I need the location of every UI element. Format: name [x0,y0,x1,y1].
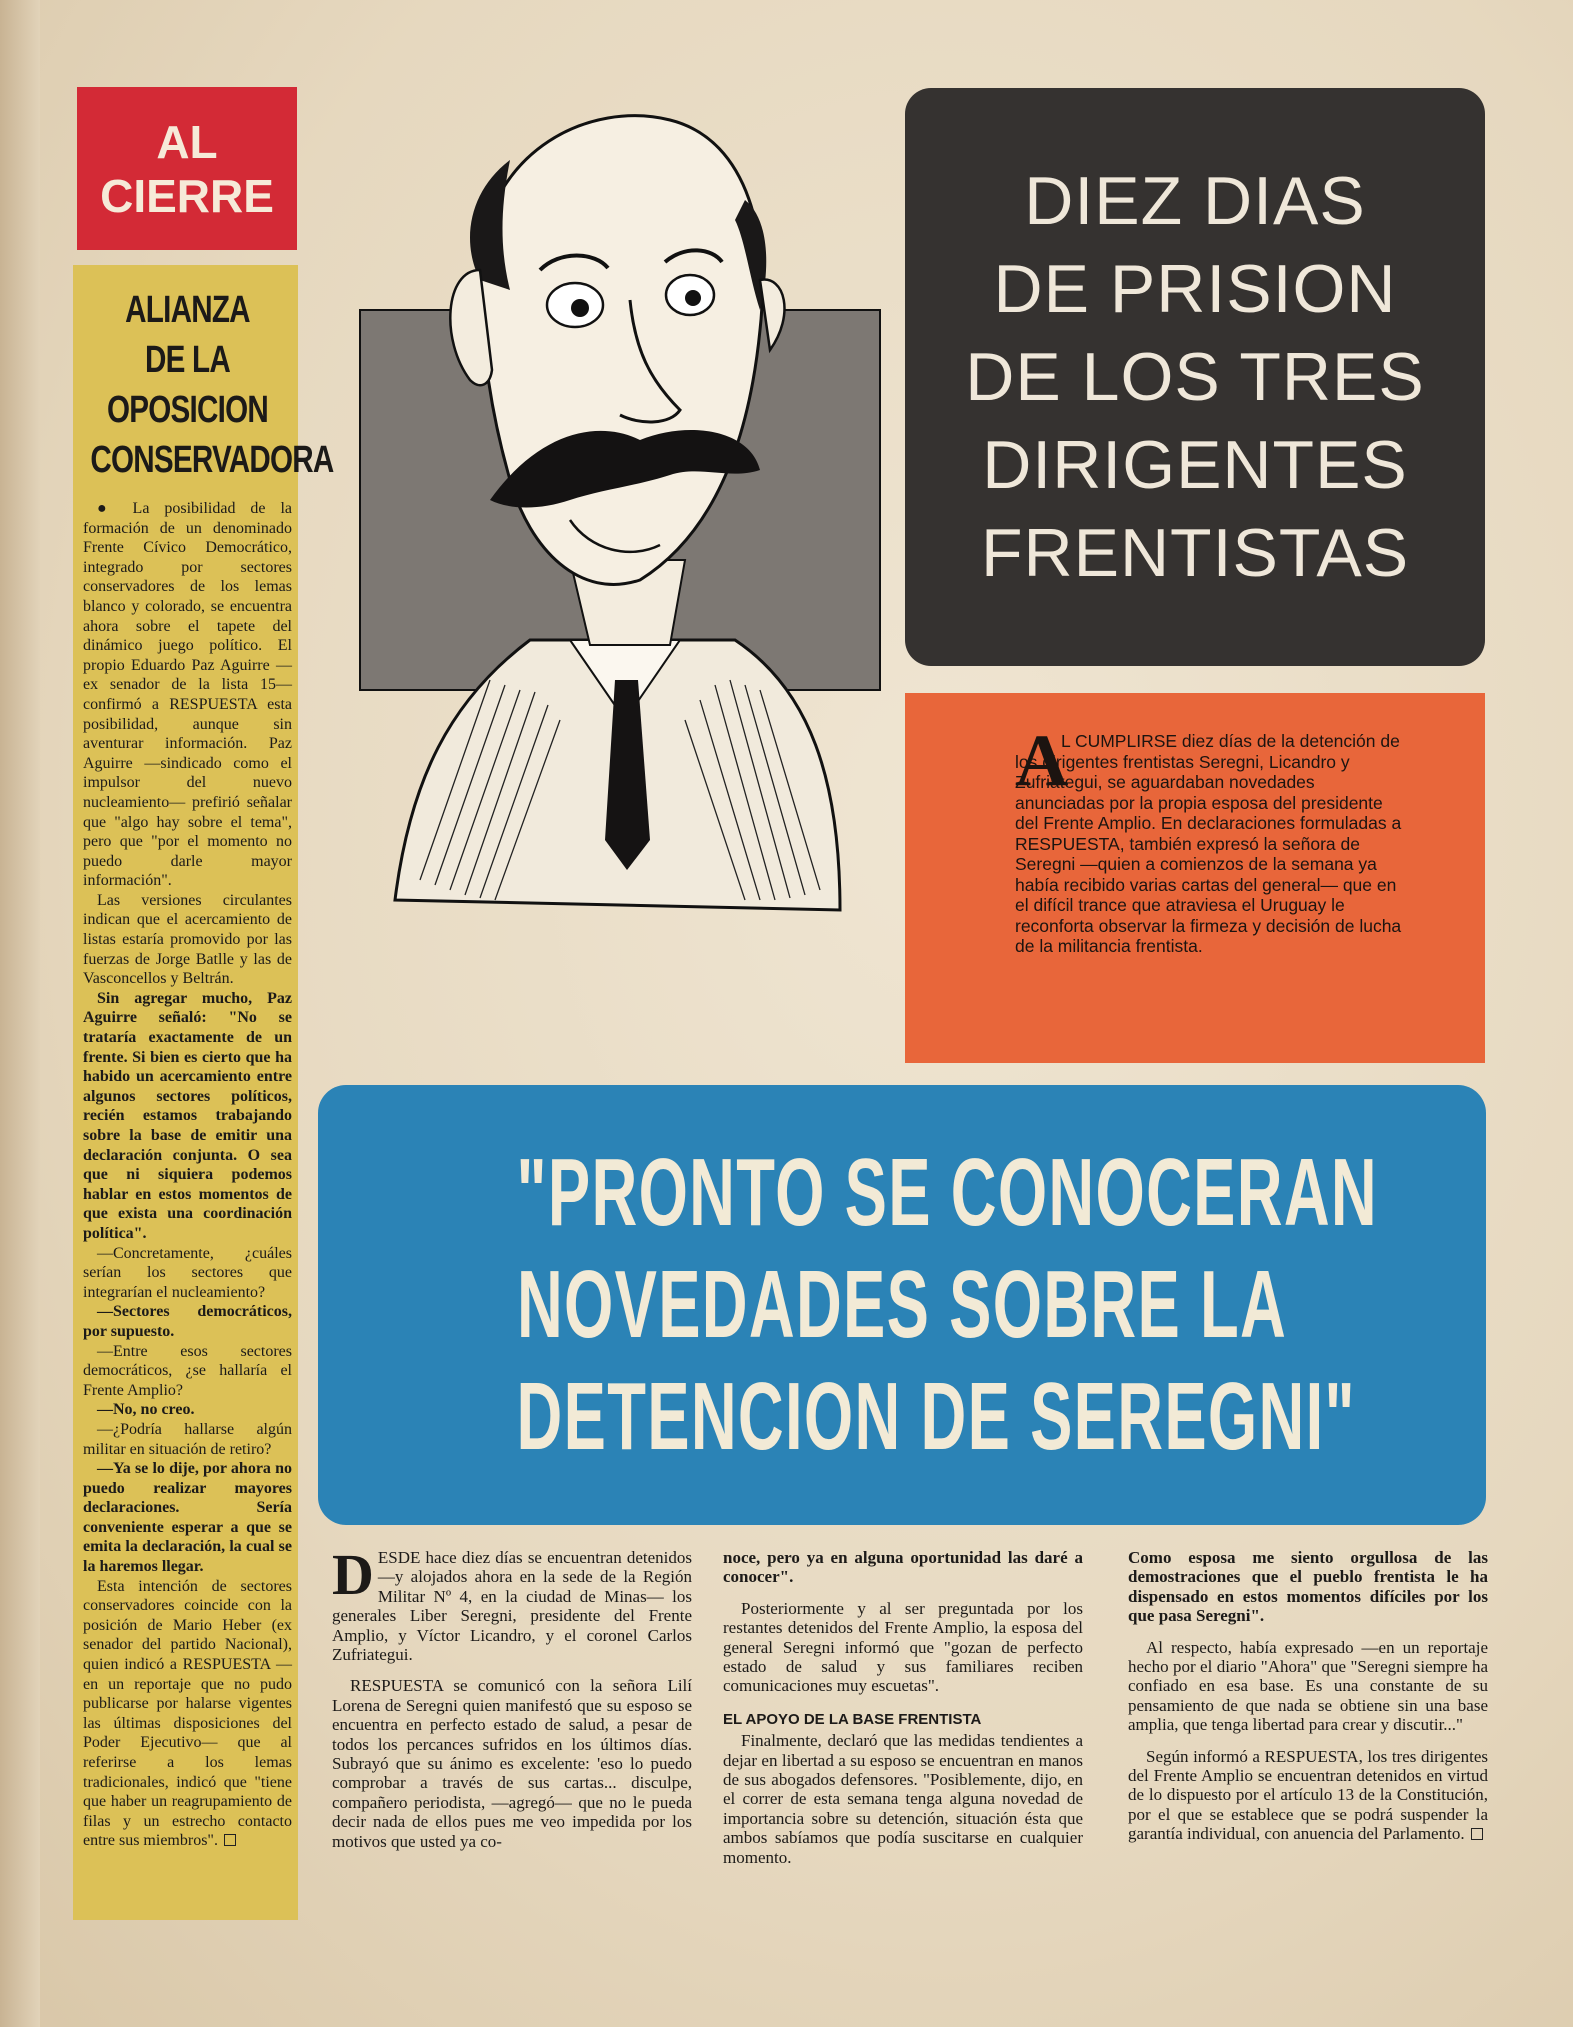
sidebar-paragraph: ● La posibilidad de la formación de un denominado Frente Cívico Democrático, integrado por sectores conservadores de los lemas blanco y colorado, se encuentra ahora sobre el tapete del dinámico juego político. El propio Eduardo Paz Aguirre —ex senador de la lista 15— confirmó a RESPUESTA esta posibilidad, aunque sin aventurar información. Paz Aguirre —sindicado como el impulsor del nuevo nucleamiento— prefirió señalar que "algo hay sobre el tema", pero que "por el momento no puedo darle mayor información". [83,500,292,890]
page-fold-shadow [0,0,40,2027]
article-paragraph: Finalmente, declaró que las medidas tendientes a dejar en libertad a su esposo se encuentran en manos de sus abogados defensores. "Posiblemente, dijo, en el correr de esta semana tenga alguna novedad de importancia sobre su detención, situación ésta que ambos sabíamos que podía suscitarse en cualquier momento. [723,1731,1083,1867]
article-paragraph: noce, pero ya en alguna oportunidad las daré a conocer". [723,1548,1083,1587]
end-mark-icon [1471,1828,1483,1840]
headline-box [905,88,1485,666]
sidebar-paragraph: —No, no creo. [97,1401,195,1419]
banner-line: DETENCION DE SEREGNI" [516,1363,1356,1470]
banner-line: "PRONTO SE CONOCERAN [516,1139,1378,1246]
sidebar-paragraph: —Entre esos sectores democráticos, ¿se hallaría el Frente Amplio? [83,1342,292,1399]
sidebar-paragraph: —Concretamente, ¿cuáles serían los sectores que integrarían el nucleamiento? [83,1244,292,1301]
article-column-3 [1128,1548,1488,1844]
sidebar-paragraph: Sin agregar mucho, Paz Aguirre señaló: "No se trataría exactamente de un frente. Si bien es cierto que ha habido un acercamiento entre algunos sectores políticos, recién estamos trabajando sobre la base de emitir una declaración conjunta. O sea que ni siquiera podemos hablar en estos momentos de que exista una coordinación política". [83,989,292,1242]
intro-box [905,693,1485,1063]
article-paragraph: Al respecto, había expresado —en un reportaje hecho por el diario "Ahora" que "Seregni siempre ha confiado en esa base. Es una constante de su pensamiento de que nada se obtiene sin una base amplia, que tenga libertad para crear y discutir..." [1128,1637,1488,1735]
headline-line: DE LOS TRES [965,339,1425,415]
sidebar-paragraph: Las versiones circulantes indican que el acercamiento de listas estaría promovido por las fuerzas de Jorge Batlle y las de Vasconcellos y Beltrán. [83,891,292,988]
sidebar-title-line: ALIANZA [125,289,250,331]
article-paragraph [332,1542,692,1665]
article-column-1 [332,1542,692,1851]
intro-dropcap: A [1015,720,1069,802]
intro-text [1015,720,1407,957]
end-mark-icon [224,1834,236,1846]
article-paragraph [1128,1747,1488,1844]
sidebar-paragraph-text: Esta intención de sectores conservadores coincide con la posición de Mario Heber (ex senador del partido Nacional), quien indicó a RESPUESTA —en un reportaje que no pudo publicarse por halarse vigentes las últimas disposiciones del Poder Ejecutivo— que al referirse a los lemas tradicionales, indicó que "tiene que haber un reagrupamiento de filas y un estrecho contacto entre sus miembros". [83,1577,292,1850]
al-cierre-line1: AL [156,115,218,168]
banner-line: NOVEDADES SOBRE LA [516,1251,1288,1358]
sidebar-paragraph [83,1577,292,1851]
caricature-illustration [340,80,900,1040]
article-paragraph-text: ESDE hace diez días se encuentran detenidos —y alojados ahora en la sede de la Región Militar Nº 4, en la ciudad de Minas— los generales Liber Seregni, presidente del Frente Amplio, y Víctor Licandro, y el coronel Carlos Zufriategui. [332,1548,692,1665]
headline-line: DIRIGENTES [982,427,1408,503]
banner-headline [318,1085,1486,1525]
al-cierre-header [77,87,297,250]
sidebar-paragraph: —¿Podría hallarse algún militar en situación de retiro? [83,1420,292,1458]
headline-line: DE PRISION [993,251,1397,327]
article-paragraph-text: Según informó a RESPUESTA, los tres dirigentes del Frente Amplio se encuentran detenidos en virtud de lo dispuesto por el artículo 13 de la Constitución, por el que se establece que se podrá suspender la garantía individual, con anuencia del Parlamento. [1128,1746,1488,1844]
sidebar-paragraph: —Ya se lo dije, por ahora no puedo realizar mayores declaraciones. Sería conveniente esperar a que se emita la declaración, la cual se la haremos llegar. [83,1460,292,1576]
sidebar-paragraph: —Sectores democráticos, por supuesto. [83,1303,292,1340]
article-column-2 [723,1548,1083,1867]
article-subheading: EL APOYO DE LA BASE FRENTISTA [723,1710,982,1728]
headline-line: FRENTISTAS [980,515,1410,591]
sidebar-title-line: OPOSICION [107,389,268,431]
sidebar-title-line: DE LA [144,339,231,381]
intro-text-body: L CUMPLIRSE diez días de la detención de los dirigentes frentistas Seregni, Licandro y Zufriategui, se aguardaban novedades anunciadas por la propia esposa del presidente del Frente Amplio. En declaraciones formuladas a RESPUESTA, también expresó la señora de Seregni —quien a comienzos de la semana ya había recibido varias cartas del general— que en el difícil trance que atraviesa el Uruguay le reconforta observar la firmeza y decisión de lucha de la militancia frentista. [1015,731,1402,956]
article-paragraph: Como esposa me siento orgullosa de las demostraciones que el pueblo frentista le ha dispensado en estos momentos difíciles por los que pasa Seregni". [1128,1548,1488,1626]
headline-line: DIEZ DIAS [1024,163,1366,239]
sidebar-body [83,499,292,1851]
sidebar-column [73,265,334,1920]
al-cierre-line2: CIERRE [100,169,274,222]
article-dropcap: D [332,1542,374,1607]
sidebar-title [90,285,334,485]
sidebar-title-line: CONSERVADORA [90,439,334,481]
article-paragraph: RESPUESTA se comunicó con la señora Lilí Lorena de Seregni quien manifestó que su esposo se encuentra en perfecto estado de salud, a pesar de todos los percances sufridos en los últimos días. Subrayó que su ánimo es excelente: 'eso lo puedo comprobar a través de sus cartas... disculpe, compañero periodista, —agregó— que no le pueda decir nada de ellos pues me veo impedida por los motivos que usted ya co- [332,1676,692,1851]
article-paragraph: Posteriormente y al ser preguntada por los restantes detenidos del Frente Amplio, la esposa del general Seregni informó que "gozan de perfecto estado de salud y sus familiares reciben comunicaciones muy escuetas". [723,1598,1083,1696]
